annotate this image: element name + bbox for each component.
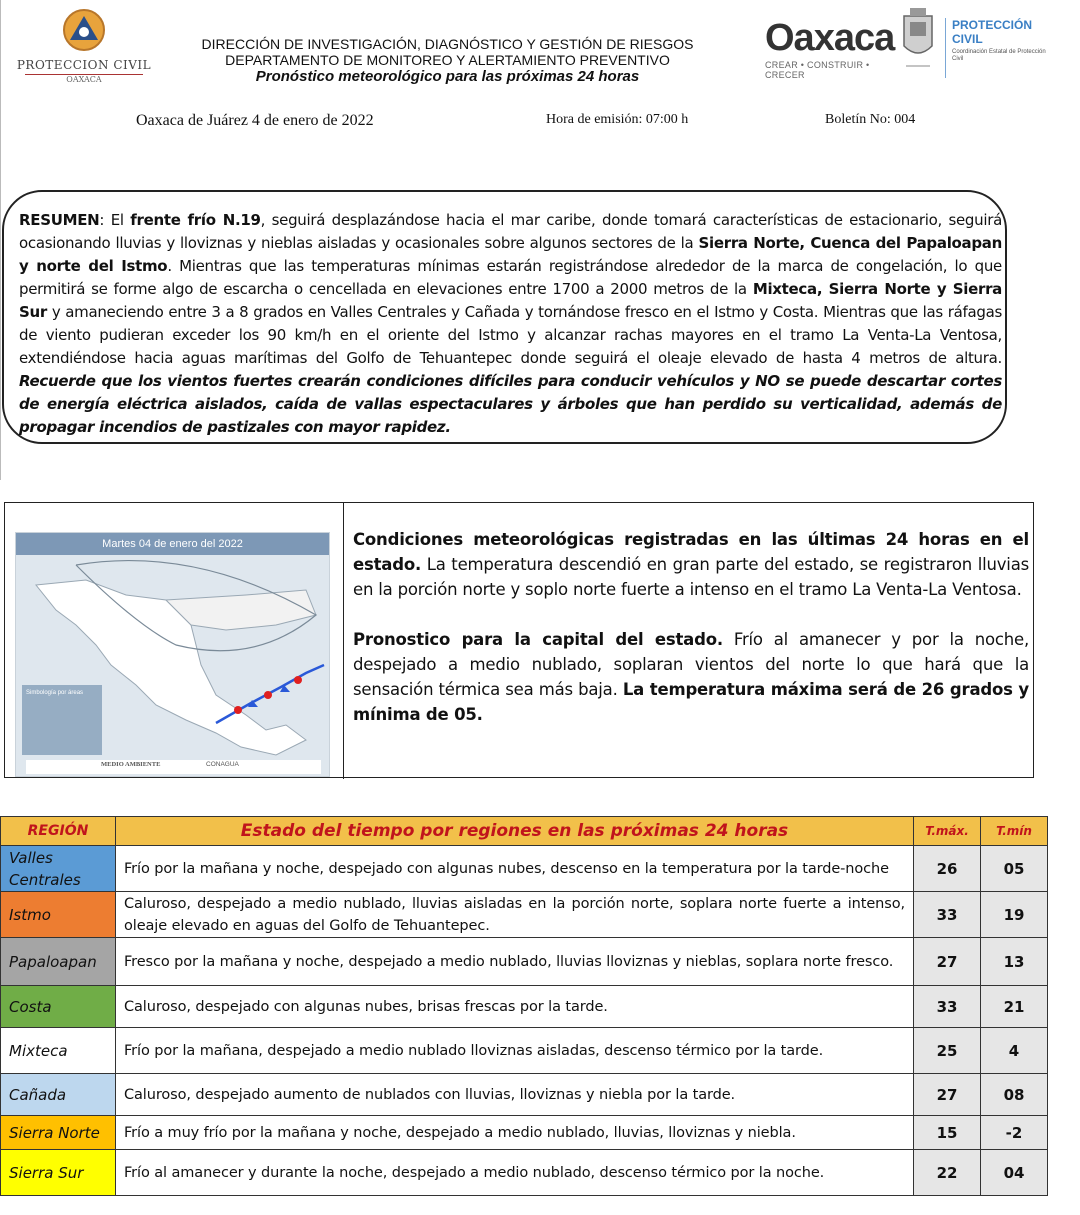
table-row — [1, 938, 1048, 986]
region-cell: Sierra Sur — [1, 1150, 116, 1196]
tmax-cell: 27 — [914, 938, 981, 986]
conditions-text — [353, 527, 1029, 752]
issue-date: Oaxaca de Juárez 4 de enero de 2022 — [136, 112, 374, 129]
page-left-rule — [0, 0, 1, 480]
tmax-cell: 27 — [914, 1074, 981, 1116]
description-cell: Caluroso, despejado a medio nublado, lluvias aisladas en la porción norte, soplara norte fuerte a intenso, oleaje elevado en aguas del Golfo de Tehuantepec. — [116, 892, 914, 938]
header-region: REGIÓN — [1, 817, 116, 846]
table-row — [1, 846, 1048, 892]
conditions-p2-temps: La temperatura máxima será de 26 grados y mínima de 05. — [353, 680, 1029, 724]
regions-forecast-table — [0, 816, 1048, 1196]
tmin-cell: 08 — [981, 1074, 1048, 1116]
table-row — [1, 1028, 1048, 1074]
tmin-cell: 19 — [981, 892, 1048, 938]
oaxaca-slogan: CREAR • CONSTRUIR • CRECER — [765, 60, 870, 80]
bulletin-number: Boletín No: 004 — [825, 112, 916, 127]
description-cell: Frío al amanecer y durante la noche, despejado a medio nublado, descenso térmico por la noche. — [116, 1150, 914, 1196]
map-footer-right: CONAGUA — [206, 761, 239, 768]
left-logo-sub: OAXACA — [66, 75, 102, 84]
summary-text-4: y amaneciendo entre 3 a 8 grados en Valles Centrales y Cañada y tornándose fresco en el Istmo y Costa. Mientras que las ráfagas de viento pudieran exceder los 90 km/h en el oriente del Istmo y alcanzar rachas mayores en el tramo La Venta-La Ventosa, extendiéndose hacia aguas marítimas del Golfo de Tehuantepec donde seguirá el oleaje elevado de hasta 4 metros de altura. — [19, 303, 1002, 367]
summary-warning: Recuerde que los vientos fuertes crearán condiciones difíciles para conducir vehículos y NO se puede descartar cortes de energía eléctrica aislados, caída de vallas espectaculares y árboles que han perdido su verticalidad, además de propagar incendios de pastizales con mayor rapidez. — [19, 372, 1002, 436]
conditions-p1-heading: Condiciones meteorológicas registradas en las últimas 24 horas en el estado. — [353, 530, 1029, 574]
header-tmax: T.máx. — [914, 817, 981, 846]
table-row — [1, 892, 1048, 938]
tmin-cell: 21 — [981, 986, 1048, 1028]
header-line-1: DIRECCIÓN DE INVESTIGACIÓN, DIAGNÓSTICO Y GESTIÓN DE RIESGOS — [201, 36, 694, 52]
weather-map — [15, 532, 330, 777]
pc-right-title-1: PROTECCIÓN — [952, 18, 1033, 32]
region-cell: Valles Centrales — [1, 846, 116, 892]
left-logo-name: PROTECCION CIVIL — [16, 58, 152, 72]
region-cell: Mixteca — [1, 1028, 116, 1074]
table-header-row — [1, 817, 1048, 846]
summary-box — [2, 190, 1007, 444]
tmax-cell: 33 — [914, 986, 981, 1028]
table-row — [1, 1150, 1048, 1196]
conditions-paragraph-1 — [353, 527, 1029, 602]
summary-bold-1: frente frío N.19 — [130, 211, 261, 229]
table-row — [1, 1074, 1048, 1116]
oaxaca-wordmark: Oaxaca — [765, 17, 895, 59]
bulletin-title: Pronóstico meteorológico para las próximas 24 horas — [255, 68, 640, 85]
summary-text-2: , seguirá desplazándose hacia el mar caribe, donde tomará características de estacionario, seguirá ocasionando lluvias y lloviznas y nieblas aisladas y ocasionales sobre algunos sectores de la — [19, 211, 1002, 252]
coat-of-arms-icon — [900, 6, 936, 78]
description-cell: Fresco por la mañana y noche, despejado a medio nublado, lluvias lloviznas y nieblas, soplara norte fresco. — [116, 938, 914, 986]
description-cell: Caluroso, despejado con algunas nubes, brisas frescas por la tarde. — [116, 986, 914, 1028]
weather-map-title: Martes 04 de enero del 2022 — [16, 533, 329, 555]
issue-time: Hora de emisión: 07:00 h — [546, 112, 689, 127]
proteccion-civil-logo — [14, 8, 154, 90]
summary-bold-2: Sierra Norte, Cuenca del Papaloapan y norte del Istmo — [19, 234, 1002, 275]
region-cell: Papaloapan — [1, 938, 116, 986]
pc-right-sub: Coordinación Estatal de Protección Civil — [952, 49, 1046, 62]
pc-right-title-2: CIVIL — [952, 32, 983, 46]
civil-protection-triangle-icon — [62, 8, 106, 52]
header-text-block — [160, 36, 735, 86]
conditions-p1-body: La temperatura descendió en gran parte del estado, se registraron lluvias en la porción norte y soplo norte fuerte a intenso en el tramo La Venta-La Ventosa. — [353, 555, 1029, 599]
tmax-cell: 15 — [914, 1116, 981, 1150]
summary-text-3: . Mientras que las temperaturas mínimas estarán registrándose alrededor de la marca de congelación, lo que permitirá se forme algo de escarcha o cencellada en elevaciones entre 1700 a 2000 metros de la — [19, 257, 1002, 298]
conditions-divider — [343, 503, 344, 779]
tmin-cell: -2 — [981, 1116, 1048, 1150]
tmax-cell: 26 — [914, 846, 981, 892]
conditions-paragraph-2 — [353, 627, 1029, 727]
region-cell: Cañada — [1, 1074, 116, 1116]
conditions-p2-heading: Pronostico para la capital del estado. — [353, 630, 723, 649]
map-legend-title: Simbología por áreas — [26, 690, 84, 696]
description-cell: Frío por la mañana y noche, despejado con algunas nubes, descenso en la temperatura por la tarde-noche — [116, 846, 914, 892]
weather-map-graphic — [16, 555, 329, 776]
summary-text-1: : El — [99, 211, 131, 229]
table-row — [1, 986, 1048, 1028]
summary-text — [19, 209, 1002, 439]
description-cell: Caluroso, despejado aumento de nublados con lluvias, lloviznas y niebla por la tarde. — [116, 1074, 914, 1116]
table-row — [1, 1116, 1048, 1150]
tmin-cell: 4 — [981, 1028, 1048, 1074]
summary-bold-3: Mixteca, Sierra Norte y Sierra Sur — [19, 280, 1003, 321]
tmin-cell: 05 — [981, 846, 1048, 892]
pc-coordinacion-logo — [945, 18, 1047, 78]
conditions-p2-body: Frío al amanecer y por la noche, despejado a medio nublado, soplaran vientos del norte lo que hará que la sensación térmica sea más baja. — [353, 630, 1029, 699]
tmin-cell: 13 — [981, 938, 1048, 986]
bulletin-meta-row — [0, 112, 1080, 134]
region-cell: Sierra Norte — [1, 1116, 116, 1150]
description-cell: Frío por la mañana, despejado a medio nublado lloviznas aisladas, descenso térmico por la tarde. — [116, 1028, 914, 1074]
region-cell: Costa — [1, 986, 116, 1028]
conditions-box — [4, 502, 1034, 778]
tmax-cell: 25 — [914, 1028, 981, 1074]
summary-label: RESUMEN — [19, 211, 100, 229]
header-tmin: T.mín — [981, 817, 1048, 846]
tmin-cell: 04 — [981, 1150, 1048, 1196]
header-line-2: DEPARTAMENTO DE MONITOREO Y ALERTAMIENTO PREVENTIVO — [225, 52, 670, 68]
map-footer-left: MEDIO AMBIENTE — [101, 761, 161, 768]
tmax-cell: 22 — [914, 1150, 981, 1196]
description-cell: Frío a muy frío por la mañana y noche, despejado a medio nublado, lluvias, lloviznas y niebla. — [116, 1116, 914, 1150]
header-description: Estado del tiempo por regiones en las próximas 24 horas — [116, 817, 914, 846]
region-cell: Istmo — [1, 892, 116, 938]
tmax-cell: 33 — [914, 892, 981, 938]
oaxaca-logo — [765, 16, 895, 86]
